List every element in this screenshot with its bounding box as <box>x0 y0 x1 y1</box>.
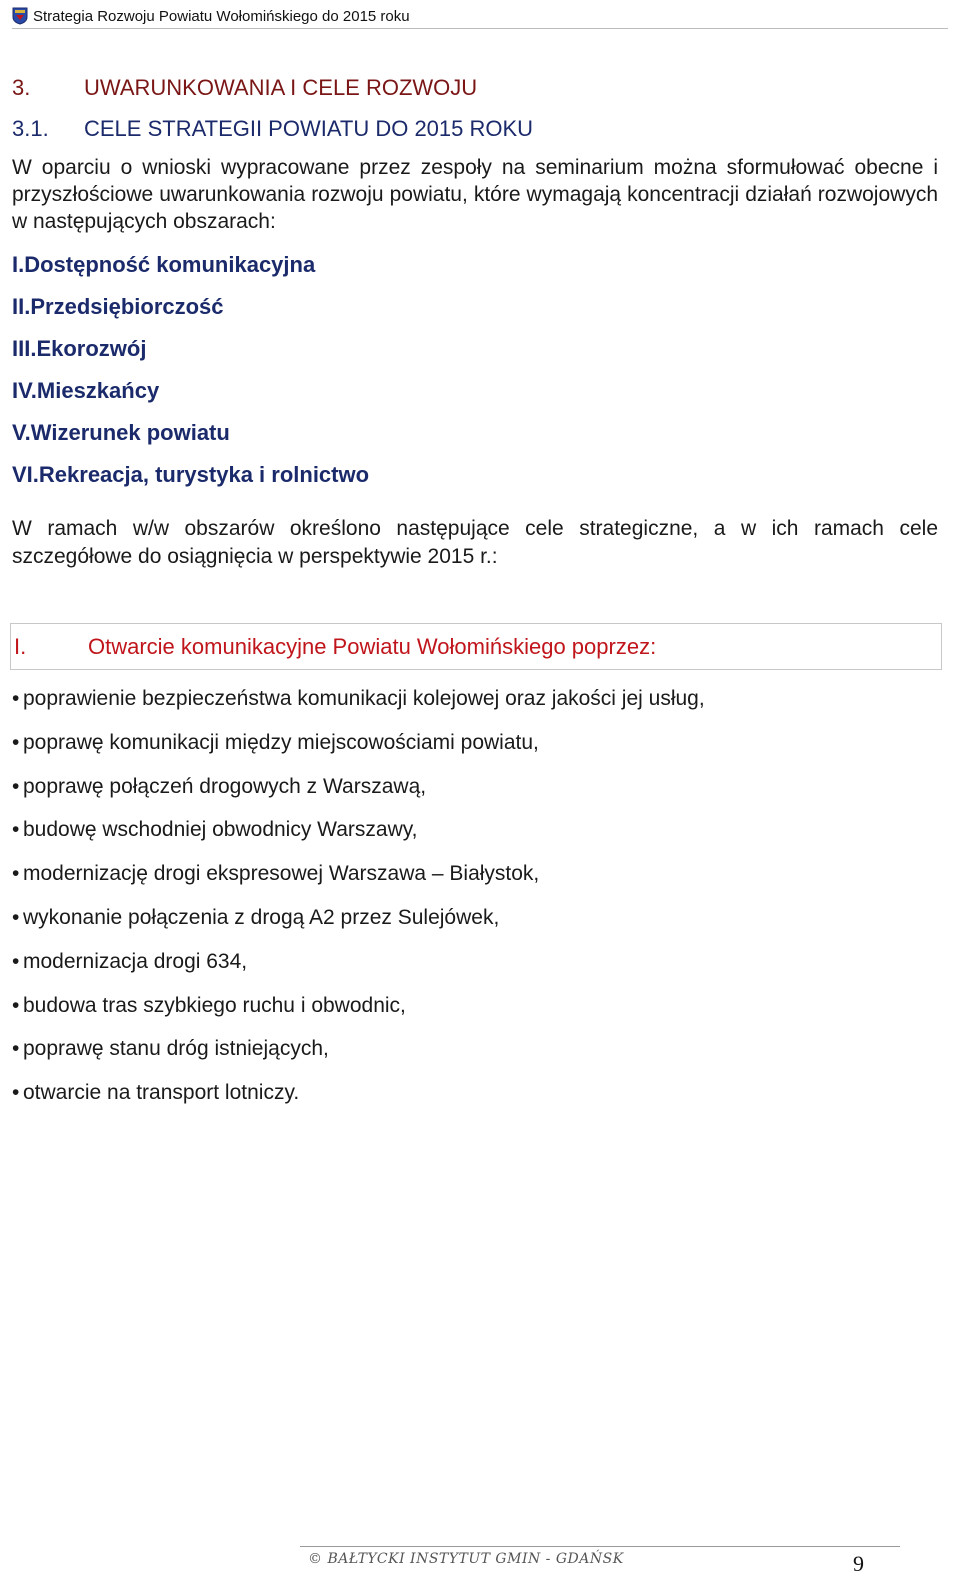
list-item <box>12 728 705 772</box>
area-number: II. <box>12 294 31 319</box>
list-item-text: modernizacja drogi 634, <box>23 949 248 973</box>
goal-number: I. <box>14 633 27 659</box>
section-heading <box>12 75 477 101</box>
bullet-icon: • <box>12 949 20 973</box>
area-label: Ekorozwój <box>36 336 147 361</box>
document-title: Strategia Rozwoju Powiatu Wołomińskiego do 2015 roku <box>33 7 410 25</box>
strategic-goal-box <box>10 623 942 670</box>
area-number: III. <box>12 336 37 361</box>
list-item-text: otwarcie na transport lotniczy. <box>23 1081 300 1105</box>
bullet-icon: • <box>12 1037 20 1061</box>
list-item <box>12 859 705 903</box>
list-item <box>12 1034 705 1078</box>
page-header <box>12 4 948 29</box>
list-item <box>12 903 705 947</box>
area-item <box>12 418 369 460</box>
area-label: Rekreacja, turystyka i rolnictwo <box>38 462 370 487</box>
page-number: 9 <box>853 1551 864 1576</box>
list-item-text: poprawę połączeń drogowych z Warszawą, <box>23 774 427 798</box>
coat-of-arms-icon <box>12 7 28 25</box>
list-item <box>12 815 705 859</box>
area-number: I. <box>12 252 25 277</box>
area-item <box>12 376 369 418</box>
subsection-title: CELE STRATEGII POWIATU DO 2015 ROKU <box>84 116 534 141</box>
bullet-icon: • <box>12 774 20 798</box>
area-number: V. <box>12 420 31 445</box>
list-item <box>12 1078 705 1122</box>
list-item-text: poprawienie bezpieczeństwa komunikacji kolejowej oraz jakości jej usług, <box>23 687 705 710</box>
objectives-paragraph: W ramach w/w obszarów określono następujące cele strategiczne, a w ich ramach cele szczegółowe do osiągnięcia w perspektywie 2015 r.: <box>12 517 938 568</box>
area-label: Wizerunek powiatu <box>30 420 230 445</box>
page-footer <box>300 1546 900 1587</box>
list-item <box>12 772 705 816</box>
subsection-number: 3.1. <box>12 116 49 141</box>
intro-paragraph: W oparciu o wnioski wypracowane przez zespoły na seminarium można sformułować obecne i przyszłościowe uwarunkowania rozwoju powiatu, które wymagają koncentracji działań rozwojowych w następujących obszarach: <box>12 156 938 233</box>
goal-title: Otwarcie komunikacyjne Powiatu Wołomińskiego poprzez: <box>88 633 657 659</box>
area-label: Dostępność komunikacyjna <box>24 252 316 277</box>
area-label: Mieszkańcy <box>36 378 160 403</box>
areas-list <box>12 250 369 502</box>
list-item-text: poprawę stanu dróg istniejących, <box>23 1037 329 1061</box>
area-label: Przedsiębiorczość <box>30 294 224 319</box>
section-number: 3. <box>12 75 31 100</box>
area-item <box>12 460 369 502</box>
bullet-icon: • <box>12 862 20 886</box>
list-item-text: modernizację drogi ekspresowej Warszawa – Białystok, <box>23 862 540 886</box>
footer-copyright: © BAŁTYCKI INSTYTUT GMIN - GDAŃSK <box>308 1551 624 1567</box>
bullet-icon: • <box>12 993 20 1017</box>
list-item-text: wykonanie połączenia z drogą A2 przez Sulejówek, <box>23 905 500 929</box>
section-title: UWARUNKOWANIA I CELE ROZWOJU <box>84 75 478 100</box>
area-number: VI. <box>12 462 39 487</box>
bullet-icon: • <box>12 730 20 754</box>
list-item <box>12 947 705 991</box>
list-item-text: budowa tras szybkiego ruchu i obwodnic, <box>23 993 406 1017</box>
area-item <box>12 334 369 376</box>
goal-bullets-list <box>12 684 705 1122</box>
list-item <box>12 991 705 1035</box>
bullet-icon: • <box>12 687 20 710</box>
list-item-text: poprawę komunikacji między miejscowościami powiatu, <box>23 730 539 754</box>
area-item <box>12 250 369 292</box>
area-number: IV. <box>12 378 37 403</box>
subsection-heading <box>12 116 533 142</box>
bullet-icon: • <box>12 818 20 842</box>
area-item <box>12 292 369 334</box>
bullet-icon: • <box>12 1081 20 1105</box>
bullet-icon: • <box>12 905 20 929</box>
list-item-text: budowę wschodniej obwodnicy Warszawy, <box>23 818 418 842</box>
list-item <box>12 684 705 728</box>
